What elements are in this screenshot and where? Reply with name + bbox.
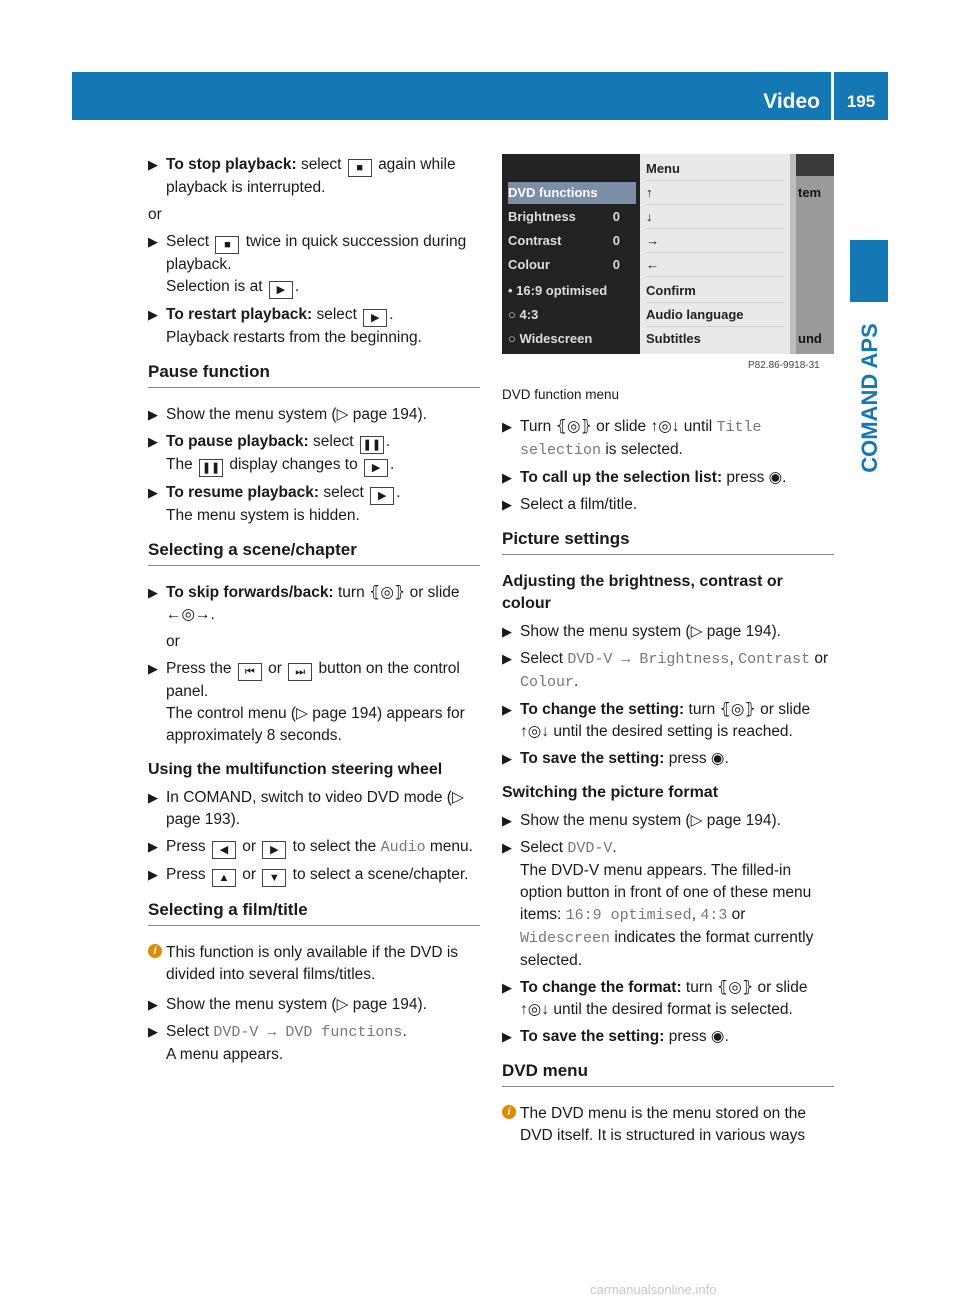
call-text: press ◉. [726, 469, 787, 486]
step-arrow-icon: ▶ [502, 624, 512, 639]
step-arrow-icon: ▶ [502, 1029, 512, 1044]
or-text: or [148, 206, 162, 223]
dvd-v-label: DVD-V [567, 840, 613, 857]
adjust-show-menu-text: Show the menu system (▷ page 194). [520, 623, 781, 640]
steering-or: or [242, 866, 257, 883]
format-4-3-label: 4:3 [700, 907, 728, 924]
colour-label: Colour [520, 674, 575, 691]
step-arrow-icon: ▶ [148, 234, 158, 249]
stop-text-2: again while playback is interrupted. [166, 156, 456, 196]
play-key-icon: ▶ [364, 459, 388, 477]
steering-or: or [242, 838, 257, 855]
right-column [502, 384, 834, 1155]
menu-item-value: 0 [612, 233, 620, 248]
menu-right-item-right: → [646, 230, 784, 253]
format-show-menu [502, 810, 834, 832]
menu-right-item-audio-language: Audio language [646, 304, 784, 327]
restart-step: ▶ To restart playback: select ▶ . Playback restarts from the beginning. [148, 306, 422, 346]
press-or: or [268, 660, 282, 677]
step-arrow-icon: ▶ [148, 307, 158, 322]
stop-label: To stop playback: [166, 156, 297, 173]
change-format-text: turn ⦃◎⦄ or slide ↑◎↓ until the desired format is selected. [520, 979, 808, 1018]
change-label: To change the setting: [520, 701, 685, 718]
step-arrow-icon: ▶ [148, 585, 158, 600]
select-film-step [502, 494, 834, 516]
side-tab-label: COMAND APS [857, 323, 882, 473]
left-column [148, 154, 480, 1071]
pause-step: ▶ To pause playback: select ❚❚ . The ❚❚ display changes to ▶ . [148, 431, 480, 477]
step-arrow-icon: ▶ [148, 661, 158, 676]
save-text: press ◉. [668, 750, 729, 767]
step-arrow-icon: ▶ [148, 407, 158, 422]
film-select-end: . [402, 1023, 407, 1040]
menu-item-label: ○ 4:3 [508, 307, 539, 322]
film-select-step [148, 1021, 480, 1066]
section-heading: Picture settings [502, 528, 834, 555]
film-select-text: Select [166, 1023, 210, 1040]
format-select-text: Select [520, 839, 564, 856]
subsection-heading: Using the multifunction steering wheel [148, 761, 443, 778]
stop-key-icon: ■ [215, 236, 239, 254]
steering-text: to select a scene/chapter. [292, 866, 469, 883]
turn-text: Turn ⦃◎⦄ or slide ↑◎↓ until [520, 418, 713, 435]
pause-the: The [166, 456, 193, 473]
restart-label: To restart playback: [166, 306, 313, 323]
skip-step [148, 582, 480, 626]
section-title: Video [763, 90, 820, 113]
select-step: ▶ Select ■ twice in quick succession during playback. Selection is at ▶ . [148, 231, 480, 299]
pause-key-icon: ❚❚ [360, 436, 384, 454]
menu-edge-text-bottom: und [798, 331, 822, 346]
skip-text: turn ⦃◎⦄ or slide ←◎→. [166, 584, 460, 623]
step-arrow-icon: ▶ [148, 867, 158, 882]
call-label: To call up the selection list: [520, 469, 723, 486]
format-16-9-label: 16:9 optimised [565, 907, 692, 924]
menu-item-value: 0 [612, 257, 620, 272]
info-text: The DVD menu is the menu stored on the DVD itself. It is structured in various ways [520, 1105, 807, 1144]
play-key-icon: ▶ [363, 309, 387, 327]
step-arrow-icon: ▶ [502, 751, 512, 766]
format-select-end: . [612, 839, 617, 856]
select-film-text: Select a film/title. [520, 496, 638, 513]
dvd-functions-path: DVD-V → DVD functions [213, 1024, 403, 1041]
select-text: Select [166, 233, 210, 250]
menu-edge-top [796, 154, 834, 176]
menu-item-16-9 [508, 280, 636, 302]
menu-item-label: DVD functions [508, 185, 598, 200]
format-show-menu-text: Show the menu system (▷ page 194). [520, 812, 781, 829]
steering-step-3 [148, 864, 480, 887]
film-menu-appears: A menu appears. [166, 1046, 284, 1063]
menu-item-label: ○ Widescreen [508, 331, 593, 346]
pause-text: select [313, 433, 354, 450]
menu-edge [796, 154, 834, 354]
format-text-2: indicates the format currently selected. [520, 929, 814, 969]
skip-label: To skip forwards/back: [166, 584, 334, 601]
adjust-or: or [814, 650, 829, 667]
side-tab [856, 318, 884, 478]
or-text: or [166, 633, 180, 650]
page-header [72, 72, 888, 120]
skip-back-key-icon: ⏮ [238, 663, 262, 681]
adjust-show-menu [502, 621, 834, 643]
step-arrow-icon: ▶ [502, 840, 512, 855]
menu-item-4-3 [508, 304, 636, 326]
brightness-path: DVD-V → Brightness [567, 651, 730, 668]
resume-text-2: The menu system is hidden. [166, 507, 360, 524]
turn-text-2: is selected. [605, 441, 683, 458]
format-widescreen-label: Widescreen [520, 930, 611, 947]
image-caption: DVD function menu [502, 387, 620, 402]
call-step [502, 467, 834, 489]
up-key-icon: ▲ [212, 869, 236, 887]
section-heading: DVD menu [502, 1060, 834, 1087]
menu-item-colour [508, 254, 636, 276]
format-comma: , [691, 906, 696, 923]
subsection-heading: Switching the picture format [502, 784, 719, 801]
info-text: This function is only available if the DVD is divided into several films/titles. [166, 944, 459, 983]
restart-text-2: Playback restarts from the beginning. [166, 329, 422, 346]
skip-forward-key-icon: ⏭ [288, 663, 312, 681]
step-arrow-icon: ▶ [502, 497, 512, 512]
side-tab-marker [850, 240, 888, 302]
save-format-label: To save the setting: [520, 1028, 665, 1045]
select-text-2: twice in quick succession during playback. [166, 233, 467, 273]
title-selection-label: Title selection [520, 419, 762, 459]
step-arrow-icon: ▶ [148, 790, 158, 805]
menu-right-item-menu: Menu [646, 158, 784, 181]
steering-text: menu. [429, 838, 473, 855]
section-heading: Pause function [148, 361, 480, 388]
steering-text-1: In COMAND, switch to video DVD mode (▷ page 193). [166, 789, 464, 828]
right-key-icon: ▶ [262, 841, 286, 859]
step-arrow-icon: ▶ [148, 485, 158, 500]
adjust-end: . [574, 673, 579, 690]
menu-item-brightness [508, 206, 636, 228]
film-show-menu-text: Show the menu system (▷ page 194). [166, 996, 427, 1013]
format-text-1: The DVD-V menu appears. The filled-in option button in front of one of these menu items: [520, 862, 812, 923]
steering-text: Press [166, 866, 206, 883]
down-key-icon: ▼ [262, 869, 286, 887]
menu-item-contrast [508, 230, 636, 252]
steering-text: Press [166, 838, 206, 855]
menu-right-item-up: ↑ [646, 182, 784, 205]
step-arrow-icon: ▶ [502, 651, 512, 666]
resume-label: To resume playback: [166, 484, 320, 501]
film-show-menu [148, 994, 480, 1016]
step-arrow-icon: ▶ [502, 980, 512, 995]
turn-step [502, 416, 834, 462]
adjust-comma: , [729, 650, 734, 667]
format-select-step [502, 837, 834, 972]
menu-item-label: Brightness [508, 209, 576, 224]
pause-key-icon: ❚❚ [199, 459, 223, 477]
step-arrow-icon: ▶ [148, 839, 158, 854]
press-text: Press the [166, 660, 232, 677]
step-arrow-icon: ▶ [148, 434, 158, 449]
play-key-icon: ▶ [269, 281, 293, 299]
play-key-icon: ▶ [370, 487, 394, 505]
menu-item-label: Colour [508, 257, 550, 272]
press-step [148, 658, 480, 747]
step-arrow-icon: ▶ [502, 813, 512, 828]
pause-show-menu [148, 404, 480, 426]
pause-show-menu-text: Show the menu system (▷ page 194). [166, 406, 427, 423]
stop-step [148, 154, 480, 199]
menu-item-dvd-functions [508, 182, 636, 204]
resume-text: select [323, 484, 364, 501]
change-format-label: To change the format: [520, 979, 682, 996]
change-format-step [502, 977, 834, 1021]
step-arrow-icon: ▶ [502, 419, 512, 434]
resume-step: ▶ To resume playback: select ▶ . The menu system is hidden. [148, 484, 401, 524]
audio-label: Audio [380, 839, 426, 856]
change-text: turn ⦃◎⦄ or slide ↑◎↓ until the desired setting is reached. [520, 701, 811, 740]
adjust-select-text: Select [520, 650, 564, 667]
section-heading: Selecting a scene/chapter [148, 539, 480, 566]
contrast-label: Contrast [738, 651, 811, 668]
selection-text: Selection is at [166, 278, 263, 295]
subsection-heading: Adjusting the brightness, contrast or colour [502, 573, 783, 612]
step-arrow-icon: ▶ [148, 157, 158, 172]
steering-step-1 [148, 787, 480, 831]
info-icon: i [148, 944, 162, 958]
left-key-icon: ◀ [212, 841, 236, 859]
press-text-2: button on the control panel. [166, 660, 460, 700]
save-format-text: press ◉. [668, 1028, 729, 1045]
save-label: To save the setting: [520, 750, 665, 767]
menu-item-value: 0 [612, 209, 620, 224]
image-code: P82.86-9918-31 [748, 360, 820, 371]
stop-text: select [300, 156, 342, 173]
menu-item-label: • 16:9 optimised [508, 283, 608, 298]
menu-right-item-left: ← [646, 254, 784, 277]
adjust-select-step [502, 648, 834, 694]
menu-right-item-down: ↓ [646, 206, 784, 229]
menu-item-label: Contrast [508, 233, 562, 248]
change-setting-step [502, 699, 834, 743]
step-arrow-icon: ▶ [502, 702, 512, 717]
info-note [502, 1103, 834, 1147]
menu-right-item-subtitles: Subtitles [646, 331, 701, 346]
step-arrow-icon: ▶ [148, 997, 158, 1012]
step-arrow-icon: ▶ [148, 1024, 158, 1039]
watermark: carmanualsonline.info [590, 1282, 717, 1297]
menu-edge-text-top: tem [798, 185, 822, 200]
format-or: or [731, 906, 746, 923]
press-text-3: The control menu (▷ page 194) appears for approximately 8 seconds. [166, 705, 465, 744]
steering-text: to select the [292, 838, 377, 855]
pause-label: To pause playback: [166, 433, 309, 450]
dvd-function-menu-screenshot [502, 154, 834, 354]
info-note [148, 942, 480, 986]
pause-changes-text: display changes to [229, 456, 358, 473]
save-setting-step [502, 748, 834, 770]
info-icon: i [502, 1105, 516, 1119]
section-heading: Selecting a film/title [148, 899, 480, 926]
save-format-step [502, 1026, 834, 1048]
restart-text: select [316, 306, 357, 323]
step-arrow-icon: ▶ [502, 470, 512, 485]
stop-key-icon: ■ [348, 159, 372, 177]
page-number: 195 [846, 92, 876, 111]
menu-right-item-confirm: Confirm [646, 280, 784, 303]
menu-item-widescreen [508, 328, 636, 350]
steering-step-2 [148, 836, 480, 859]
